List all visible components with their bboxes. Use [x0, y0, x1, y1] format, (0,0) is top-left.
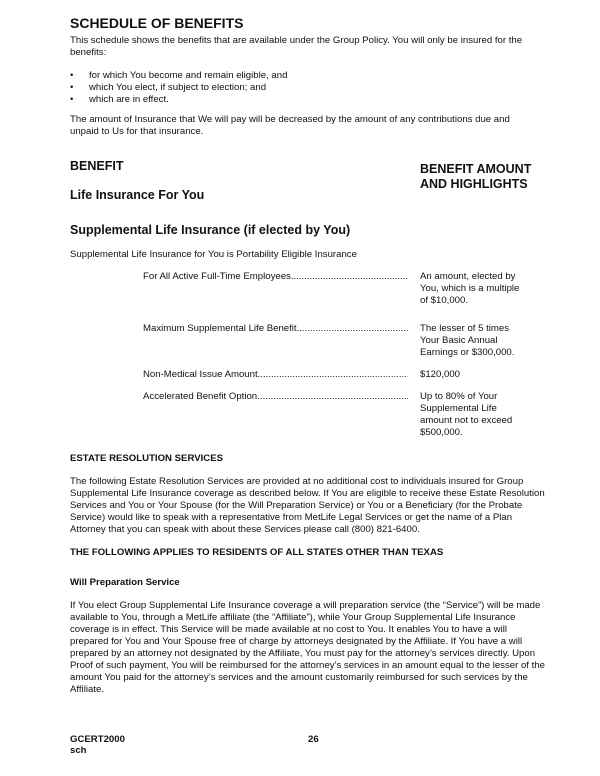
benefit-row-label: Non-Medical Issue Amount .....	[143, 369, 408, 381]
bullet-item: • which are in effect.	[70, 94, 540, 106]
contributions-note: The amount of Insurance that We will pay will be decreased by the amount of any contributions due and unpaid to Us for that insurance.	[70, 114, 510, 137]
benefit-column-header: BENEFIT	[70, 159, 124, 173]
benefit-row-value: An amount, elected by You, which is a multiple of $10,000.	[420, 271, 520, 306]
footer-codes	[70, 734, 125, 756]
intro-paragraph: This schedule shows the benefits that are available under the Group Policy. You will only be insured for the benefits:	[70, 35, 523, 58]
estate-resolution-paragraph: The following Estate Resolution Services are provided at no additional cost to individuals insured for Group Supplemental Life Insurance coverage as described below. If You are eligible to receive these Estate Resolution Services and You or Your Spouse (for the Will Preparation Service) or You or a Beneficiary (for the Probate Service) would like to speak with a representative from MetLife Legal Services or get the name of a Plan Attorney that you can speak with about these Services please call (800) 821-6400.	[70, 476, 545, 535]
bullet-item: • which You elect, if subject to election; and	[70, 82, 540, 94]
benefit-amount-header-line1: BENEFIT AMOUNT	[420, 162, 532, 176]
benefit-row-value: The lesser of 5 times Your Basic Annual Earnings or $300,000.	[420, 323, 515, 358]
benefit-row-label: Accelerated Benefit Option .....	[143, 391, 408, 403]
will-preparation-paragraph: If You elect Group Supplemental Life Insurance coverage a will preparation service (the “Service”) will be made available to You, through a MetLife affiliate (the “Affiliate”), while Your Group Supplemental Life Insurance coverage is in effect. This Service will be made available at no cost to You. It enables You to have a will prepared for You and Your Spouse free of charge by attorneys designated by the Affiliate. If You have a will prepared by an attorney not designated by the Affiliate, You must pay for the attorney’s services directly. Upon Proof of such payment, You will be reimbursed for the attorney’s services in an amount equal to the lesser of the amount You paid for the attorney’s services and the amount customarily reimbursed for such services by the Affiliate.	[70, 600, 545, 695]
footer-section-code: sch	[70, 745, 87, 756]
benefit-row-label: For All Active Full-Time Employees .....	[143, 271, 408, 283]
page-title: SCHEDULE OF BENEFITS	[70, 15, 244, 31]
supplemental-life-heading: Supplemental Life Insurance (if elected by You)	[70, 223, 351, 237]
benefit-row-value: Up to 80% of Your Supplemental Life amount not to exceed $500,000.	[420, 391, 513, 438]
benefit-row-label: Maximum Supplemental Life Benefit .....	[143, 323, 408, 335]
estate-resolution-heading: ESTATE RESOLUTION SERVICES	[70, 453, 223, 464]
bullet-item: • for which You become and remain eligible, and	[70, 70, 540, 82]
will-preparation-heading: Will Preparation Service	[70, 577, 180, 588]
benefit-amount-column-header	[420, 162, 531, 192]
footer-form-code: GCERT2000	[70, 734, 125, 745]
benefit-amount-header-line2: AND HIGHLIGHTS	[420, 177, 528, 191]
life-insurance-heading: Life Insurance For You	[70, 188, 205, 202]
texas-exclusion-heading: THE FOLLOWING APPLIES TO RESIDENTS OF ALL STATES OTHER THAN TEXAS	[70, 547, 444, 558]
page-number: 26	[308, 734, 319, 745]
portability-note: Supplemental Life Insurance for You is Portability Eligible Insurance	[70, 249, 357, 260]
benefit-row-value: $120,000	[420, 369, 461, 380]
eligibility-bullet-list	[70, 70, 540, 106]
